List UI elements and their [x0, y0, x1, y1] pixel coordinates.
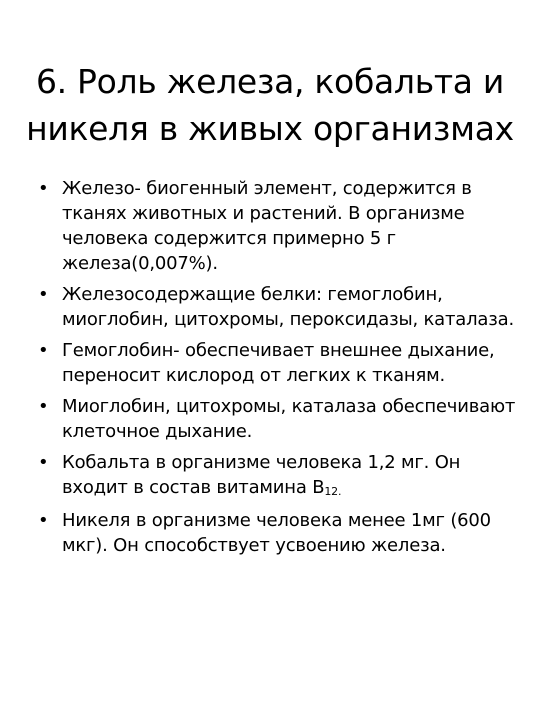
bullet-dot-icon: • [38, 396, 49, 417]
bullet-item-myoglobin [38, 394, 524, 444]
bullet-item-iron-proteins [38, 282, 524, 332]
bullet-text: Кобальта в организме человека 1,2 мг. Он входит в состав витамина В [62, 452, 461, 498]
bullet-text: Железосодержащие белки: гемоглобин, миоглобин, цитохромы, пероксидазы, каталаза. [62, 284, 514, 330]
bullet-dot-icon: • [38, 284, 49, 305]
bullet-item-nickel [38, 508, 524, 558]
bullet-text: Никеля в организме человека менее 1мг (600 мкг). Он способствует усвоению железа. [62, 510, 491, 556]
slide-title: 6. Роль железа, кобальта и никеля в живых организмах [26, 62, 514, 148]
bullet-text: Железо- биогенный элемент, содержится в тканях животных и растений. В организме человека содержится примерно 5 г железа(0,007%). [62, 178, 472, 274]
bullet-dot-icon: • [38, 178, 49, 199]
bullet-item-iron [38, 176, 524, 276]
bullet-item-cobalt [38, 450, 524, 502]
bullet-text: Миоглобин, цитохромы, каталаза обеспечивают клеточное дыхание. [62, 396, 516, 442]
bullet-text: Гемоглобин- обеспечивает внешнее дыхание, переносит кислород от легких к тканям. [62, 340, 495, 386]
bullet-list [38, 176, 524, 564]
bullet-dot-icon: • [38, 452, 49, 473]
bullet-dot-icon: • [38, 510, 49, 531]
bullet-item-hemoglobin [38, 338, 524, 388]
bullet-dot-icon: • [38, 340, 49, 361]
vitamin-subscript: 12. [324, 485, 342, 498]
